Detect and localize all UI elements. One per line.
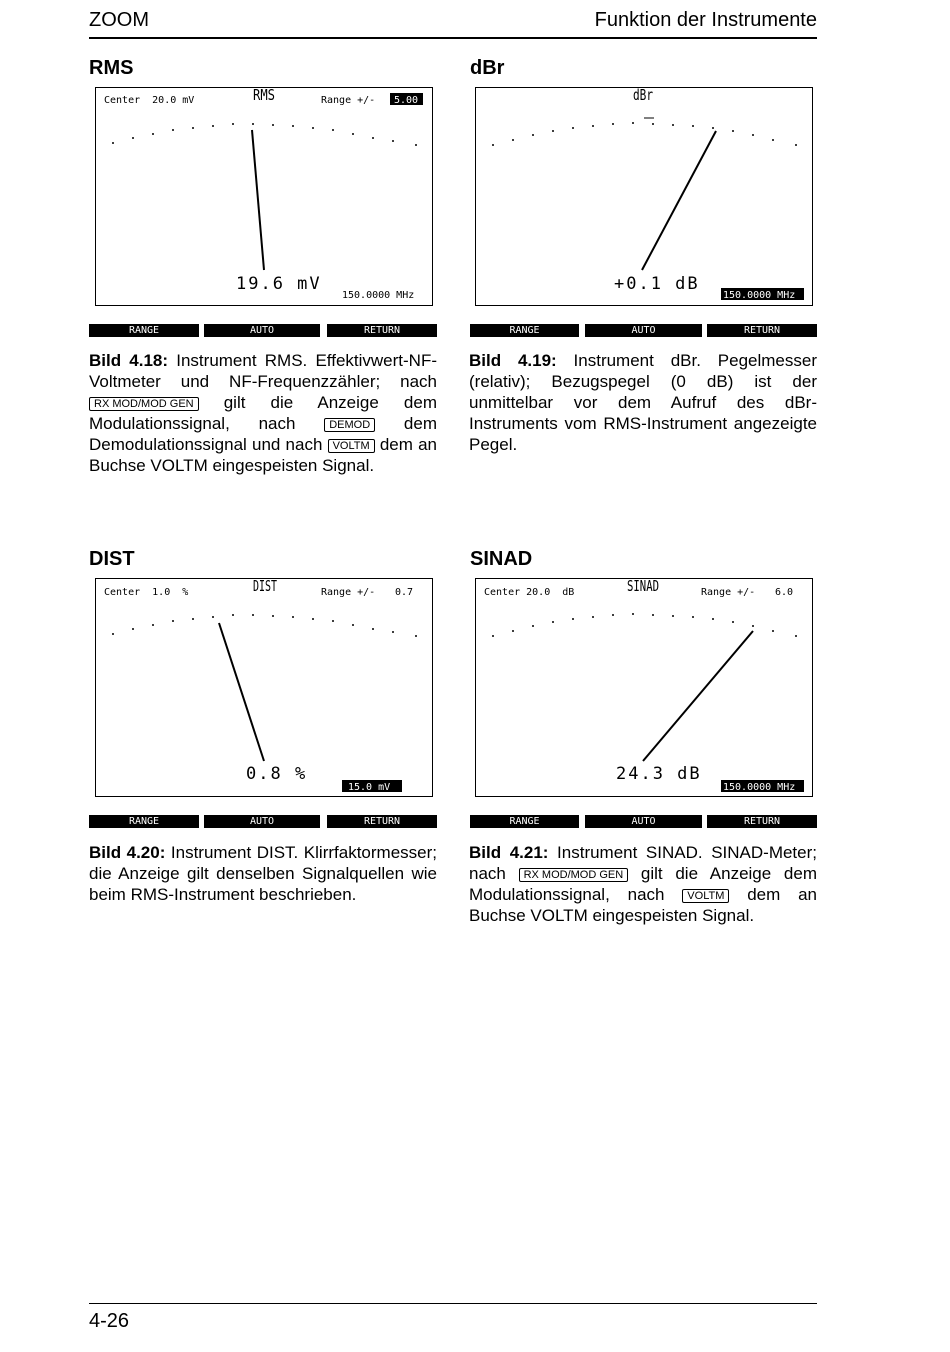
center-value: Center 20.0 dB: [484, 587, 575, 598]
softkey-return[interactable]: RETURN: [707, 324, 817, 337]
dbr-screen: [475, 87, 813, 306]
caption-sinad: [469, 842, 817, 926]
softkey-auto[interactable]: AUTO: [585, 815, 702, 828]
meter-needle: [643, 631, 753, 761]
section-title-dbr: dBr: [470, 57, 505, 79]
instrument-label: SINAD: [627, 579, 659, 595]
key-rx-mod-gen: RX MOD/MOD GEN: [519, 868, 629, 882]
softkey-bar: [470, 815, 818, 828]
section-title-rms: RMS: [89, 57, 134, 79]
caption-rms: [89, 350, 437, 476]
softkey-auto[interactable]: AUTO: [585, 324, 702, 337]
frequency-value: 150.0000 MHz: [342, 290, 415, 301]
footer-rule: [89, 1303, 817, 1304]
page-header-right: Funktion der Instrumente: [594, 9, 817, 31]
center-value: Center 1.0 %: [104, 587, 189, 598]
range-label: Range +/-: [701, 587, 756, 598]
range-label: Range +/-: [321, 95, 376, 106]
softkey-return[interactable]: RETURN: [327, 324, 437, 337]
header-rule: [89, 37, 817, 39]
caption-dbr: [469, 350, 817, 455]
softkey-return[interactable]: RETURN: [327, 815, 437, 828]
caption-text: dem an Buchse VOLTM eingespeisten Signal.: [89, 435, 437, 475]
instrument-label: dBr: [633, 88, 653, 104]
key-demod: DEMOD: [324, 418, 375, 432]
range-value: 5.00: [394, 95, 419, 106]
caption-dist: [89, 842, 437, 905]
key-voltm: VOLTM: [328, 439, 375, 453]
softkey-auto[interactable]: AUTO: [204, 324, 320, 337]
frequency-value: 150.0000 MHz: [723, 290, 796, 301]
meter-needle: [642, 131, 716, 270]
softkey-range[interactable]: RANGE: [470, 815, 579, 828]
reading-value: 24.3 dB: [616, 764, 702, 784]
rms-screen: [95, 87, 433, 306]
instrument-label: DIST: [253, 579, 277, 595]
meter-scale-dots: [112, 614, 417, 637]
figure-number: Bild 4.21:: [469, 843, 549, 862]
reading-value: 0.8 %: [246, 764, 308, 784]
meter-needle: [219, 623, 264, 761]
center-value: Center 20.0 mV: [104, 95, 195, 106]
caption-text: gilt die Anzeige dem Modulationssignal, nach: [89, 393, 437, 433]
instrument-label: RMS: [253, 88, 275, 104]
key-voltm: VOLTM: [682, 889, 729, 903]
softkey-range[interactable]: RANGE: [89, 815, 199, 828]
caption-text: Instrument SINAD. SINAD-Meter; nach: [469, 843, 817, 883]
caption-text: Instrument dBr. Pegelmesser (relativ); Bezugspegel (0 dB) ist der unmittelbar vor dem Aufruf des dBr-Instruments vom RMS-Instrument angezeigte Pegel.: [469, 351, 817, 454]
meter-needle: [252, 130, 264, 270]
caption-text: Instrument DIST. Klirrfaktormesser; die Anzeige gilt denselben Signalquellen wie beim RMS-Instrument beschrieben.: [89, 843, 437, 904]
reading-value: 19.6 mV: [236, 274, 322, 294]
softkey-bar: [89, 324, 437, 337]
figure-number: Bild 4.18:: [89, 351, 169, 370]
caption-text: gilt die Anzeige dem Modulationssignal, nach: [469, 864, 817, 904]
softkey-bar: [89, 815, 437, 828]
section-title-sinad: SINAD: [470, 548, 533, 570]
caption-text: Instrument RMS. Effektivwert-NF-Voltmeter und NF-Frequenzzähler; nach: [89, 351, 437, 391]
page-header-left: ZOOM: [89, 9, 149, 31]
softkey-bar: [470, 324, 818, 337]
range-value: 0.7: [395, 587, 414, 598]
page-number: 4-26: [89, 1310, 130, 1332]
dist-screen: [95, 578, 433, 797]
figure-number: Bild 4.19:: [469, 351, 557, 370]
caption-text: dem Demodulationssignal und nach: [89, 414, 437, 454]
softkey-range[interactable]: RANGE: [89, 324, 199, 337]
reading-value: +0.1 dB: [614, 274, 700, 294]
caption-text: dem an Buchse VOLTM eingespeisten Signal.: [469, 885, 817, 925]
key-rx-mod-gen: RX MOD/MOD GEN: [89, 397, 199, 411]
softkey-range[interactable]: RANGE: [470, 324, 579, 337]
sinad-screen: [475, 578, 813, 797]
range-label: Range +/-: [321, 587, 376, 598]
meter-scale-dots: [112, 123, 417, 146]
meter-scale-dots: [492, 122, 797, 146]
figure-number: Bild 4.20:: [89, 843, 166, 862]
reference-value: 15.0 mV: [348, 782, 391, 793]
range-value: 6.0: [775, 587, 794, 598]
frequency-value: 150.0000 MHz: [723, 782, 796, 793]
softkey-auto[interactable]: AUTO: [204, 815, 320, 828]
softkey-return[interactable]: RETURN: [707, 815, 817, 828]
section-title-dist: DIST: [89, 548, 135, 570]
